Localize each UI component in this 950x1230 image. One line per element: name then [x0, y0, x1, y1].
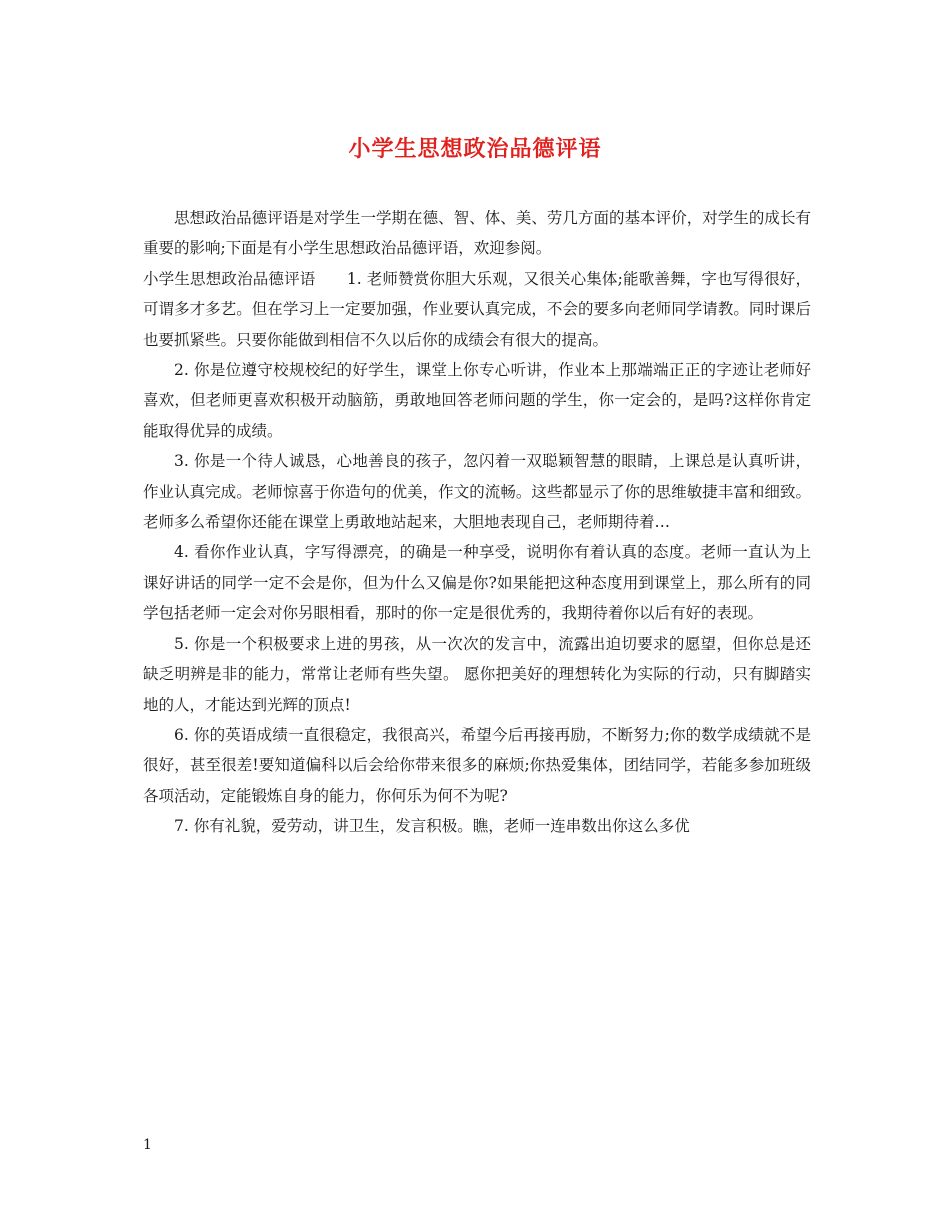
document-title: 小学生思想政治品德评语	[348, 136, 602, 162]
comment-item-3: 3. 你是一个待人诚恳，心地善良的孩子，忽闪着一双聪颖智慧的眼睛，上课总是认真听讲，作业认真完成。老师惊喜于你造句的优美，作文的流畅。这些都显示了你的思维敏捷丰富和细致。老师多么希望你还能在课堂上勇敢地站起来，大胆地表现自己，老师期待着…	[143, 452, 811, 532]
comment-item-5: 5. 你是一个积极要求上进的男孩，从一次次的发言中，流露出迫切要求的愿望，但你总是还缺乏明辨是非的能力，常常让老师有些失望。 愿你把美好的理想转化为实际的行动，只有脚踏实地的人，才能达到光辉的顶点!	[143, 634, 811, 714]
intro-paragraph: 思想政治品德评语是对学生一学期在德、智、体、美、劳几方面的基本评价，对学生的成长有重要的影响;下面是有小学生思想政治品德评语，欢迎参阅。	[143, 209, 811, 258]
comment-item-7: 7. 你有礼貌，爱劳动，讲卫生，发言积极。瞧，老师一连串数出你这么多优	[174, 817, 690, 836]
comment-item-2: 2. 你是位遵守校规校纪的好学生，课堂上你专心听讲，作业本上那端端正正的字迹让老师好喜欢，但老师更喜欢积极开动脑筋，勇敢地回答老师问题的学生，你一定会的，是吗?这样你肯定能取得优异的成绩。	[143, 361, 811, 440]
section-first-paragraph	[143, 264, 811, 355]
page-number: 1	[143, 1137, 152, 1153]
spacer	[315, 270, 346, 288]
document-body	[143, 203, 811, 842]
section-label: 小学生思想政治品德评语	[143, 269, 316, 288]
comment-item-1: 1. 老师赞赏你胆大乐观，又很关心集体;能歌善舞，字也写得很好，可谓多才多艺。但在学习上一定要加强，作业要认真完成，不会的要多向老师同学请教。同时课后也要抓紧些。只要你能做到相信不久以后你的成绩会有很大的提高。	[143, 269, 811, 349]
comment-item-6: 6. 你的英语成绩一直很稳定，我很高兴，希望今后再接再励，不断努力;你的数学成绩就不是很好，甚至很差!要知道偏科以后会给你带来很多的麻烦;你热爱集体，团结同学，若能多参加班级各项活动，定能锻炼自身的能力，你何乐为何不为呢?	[143, 725, 811, 805]
comment-item-4: 4. 看你作业认真，字写得漂亮，的确是一种享受，说明你有着认真的态度。老师一直认为上课好讲话的同学一定不会是你，但为什么又偏是你?如果能把这种态度用到课堂上，那么所有的同学包括老师一定会对你另眼相看，那时的你一定是很优秀的，我期待着你以后有好的表现。	[143, 543, 811, 623]
